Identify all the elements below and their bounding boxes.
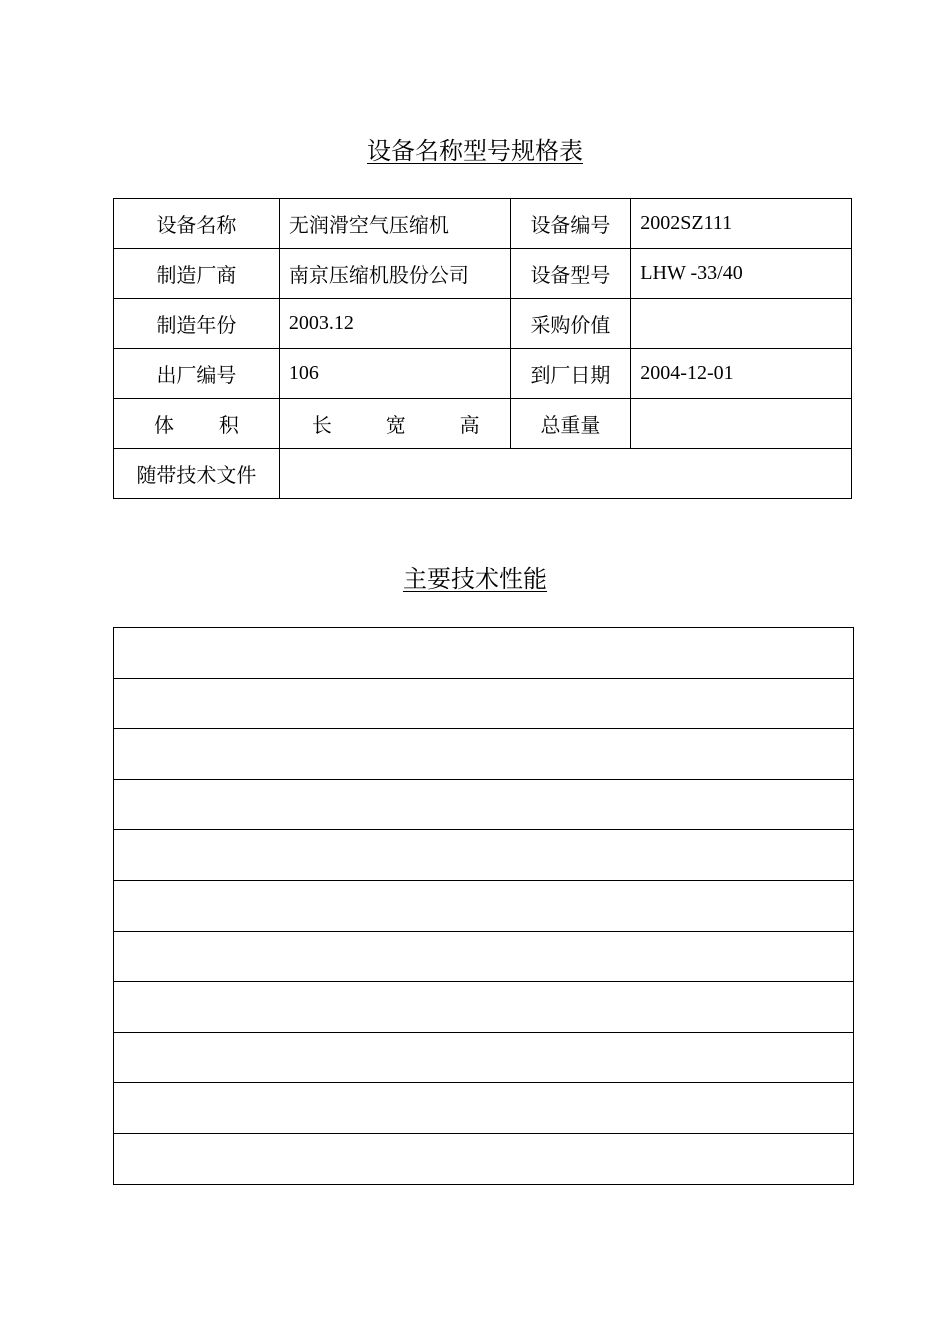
value-manufacturer: 南京压缩机股份公司 — [279, 249, 510, 299]
value-serial-number: 106 — [279, 349, 510, 399]
performance-cell — [114, 729, 854, 780]
table-row — [114, 449, 852, 499]
label-manufacturer: 制造厂商 — [114, 249, 280, 299]
spec-table — [113, 198, 852, 499]
value-device-name: 无润滑空气压缩机 — [279, 199, 510, 249]
label-volume-char-1: 体 — [154, 413, 174, 437]
label-serial-number: 出厂编号 — [114, 349, 280, 399]
table-row — [114, 349, 852, 399]
label-device-name: 设备名称 — [114, 199, 280, 249]
performance-cell — [114, 1133, 854, 1184]
label-device-model: 设备型号 — [510, 249, 631, 299]
label-length: 长 — [311, 413, 332, 437]
table-row — [114, 779, 854, 830]
label-device-number: 设备编号 — [510, 199, 631, 249]
table-row — [114, 931, 854, 982]
dimensions-cell — [279, 399, 510, 449]
value-device-number: 2002SZ111 — [631, 199, 852, 249]
label-width: 宽 — [385, 413, 406, 437]
performance-table — [113, 627, 854, 1185]
table-row — [114, 1133, 854, 1184]
table-row — [114, 299, 852, 349]
label-technical-documents: 随带技术文件 — [114, 449, 280, 499]
value-total-weight — [631, 399, 852, 449]
label-volume-char-2: 积 — [218, 413, 239, 437]
table-row — [114, 1032, 854, 1083]
performance-cell — [114, 880, 854, 931]
table-row — [114, 880, 854, 931]
performance-cell — [114, 678, 854, 729]
label-volume — [114, 399, 280, 449]
spec-table-title: 设备名称型号规格表 — [367, 137, 583, 165]
performance-cell — [114, 1032, 854, 1083]
performance-cell — [114, 1083, 854, 1134]
label-manufacture-year: 制造年份 — [114, 299, 280, 349]
performance-title: 主要技术性能 — [403, 565, 547, 593]
performance-cell — [114, 628, 854, 679]
table-row — [114, 249, 852, 299]
value-arrival-date: 2004-12-01 — [631, 349, 852, 399]
table-row — [114, 399, 852, 449]
value-purchase-value — [631, 299, 852, 349]
performance-cell — [114, 931, 854, 982]
value-manufacture-year: 2003.12 — [279, 299, 510, 349]
label-arrival-date: 到厂日期 — [510, 349, 631, 399]
performance-cell — [114, 779, 854, 830]
value-device-model: LHW -33/40 — [631, 249, 852, 299]
table-row — [114, 1083, 854, 1134]
table-row — [114, 729, 854, 780]
table-row — [114, 830, 854, 881]
table-row — [114, 678, 854, 729]
label-total-weight: 总重量 — [510, 399, 631, 449]
label-height: 高 — [459, 413, 480, 437]
label-purchase-value: 采购价值 — [510, 299, 631, 349]
value-technical-documents — [279, 449, 851, 499]
performance-cell — [114, 830, 854, 881]
table-row — [114, 628, 854, 679]
performance-cell — [114, 982, 854, 1033]
table-row — [114, 199, 852, 249]
table-row — [114, 982, 854, 1033]
